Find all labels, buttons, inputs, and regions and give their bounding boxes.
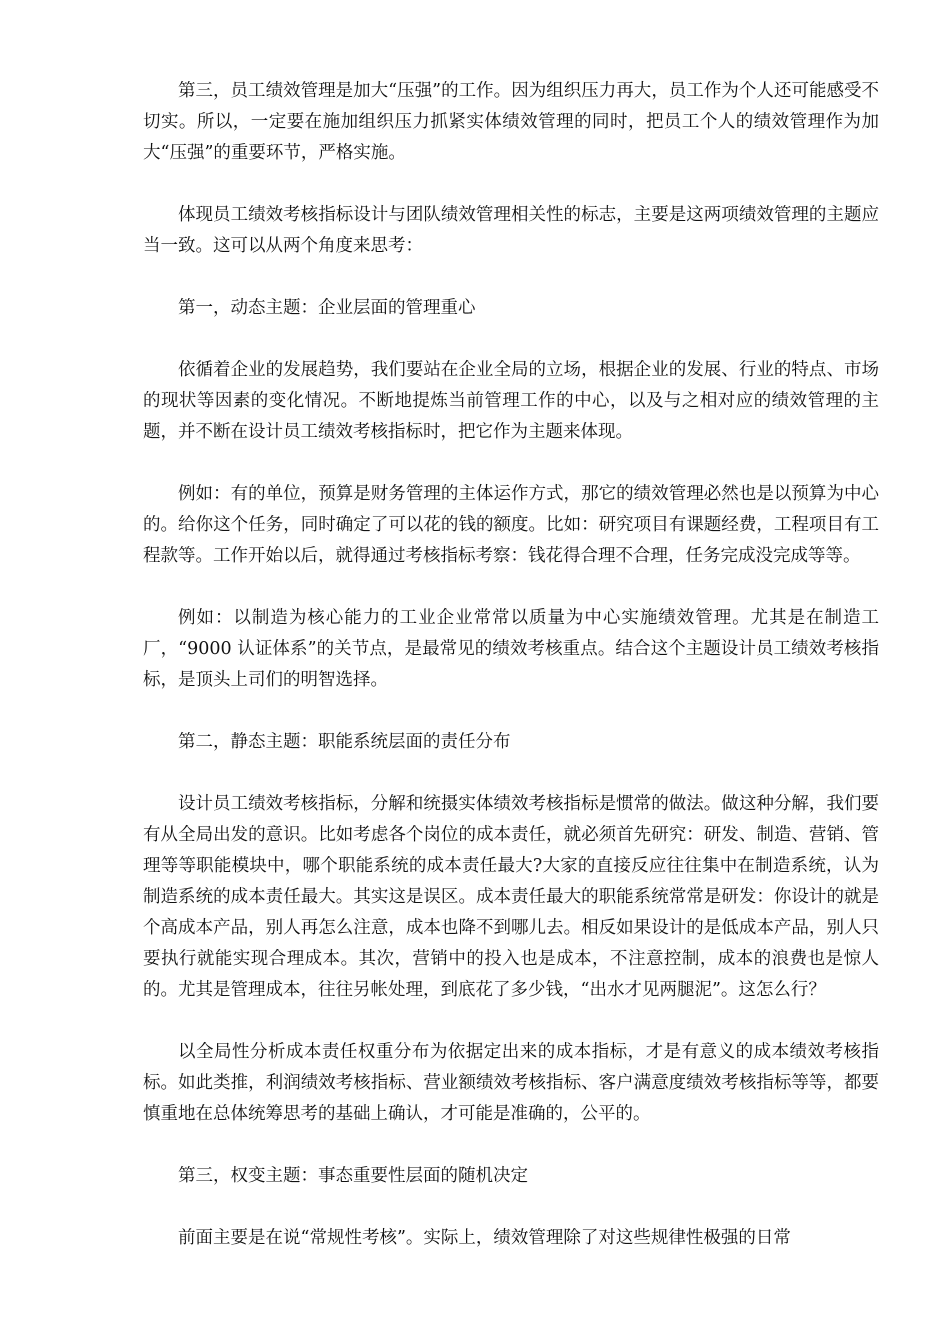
heading-dynamic-theme: 第一，动态主题：企业层面的管理重心 [178, 298, 476, 318]
paragraph-example-budget: 例如：有的单位，预算是财务管理的主体运作方式，那它的绩效管理必然也是以预算为中心的。给你这个任务，同时确定了可以花的钱的额度。比如：研究项目有课题经费，工程项目有工程款等。工作开始以后，就得通过考核指标考察：钱花得合理不合理，任务完成没完成等等。 [143, 484, 879, 566]
heading-static-theme: 第二，静态主题：职能系统层面的责任分布 [178, 732, 511, 752]
paragraph-cost-indicators: 以全局性分析成本责任权重分布为依据定出来的成本指标，才是有意义的成本绩效考核指标。如此类推，利润绩效考核指标、营业额绩效考核指标、客户满意度绩效考核指标等等，都要慎重地在总体统筹思考的基础上确认，才可能是准确的，公平的。 [143, 1042, 879, 1124]
heading-contingent-theme: 第三，权变主题：事态重要性层面的随机决定 [178, 1166, 528, 1186]
paragraph-enterprise-trend: 依循着企业的发展趋势，我们要站在企业全局的立场，根据企业的发展、行业的特点、市场的现状等因素的变化情况。不断地提炼当前管理工作的中心，以及与之相对应的绩效管理的主题，并不断在设计员工绩效考核指标时，把它作为主题来体现。 [143, 360, 879, 442]
paragraph-cost-responsibility: 设计员工绩效考核指标，分解和统摄实体绩效考核指标是惯常的做法。做这种分解，我们要有从全局出发的意识。比如考虑各个岗位的成本责任，就必须首先研究：研发、制造、营销、管理等等职能模块中，哪个职能系统的成本责任最大?大家的直接反应往往集中在制造系统，认为制造系统的成本责任最大。其实这是误区。成本责任最大的职能系统常常是研发：你设计的就是个高成本产品，别人再怎么注意，成本也降不到哪儿去。相反如果设计的是低成本产品，别人只要执行就能实现合理成本。其次，营销中的投入也是成本，不注意控制，成本的浪费也是惊人的。尤其是管理成本，往往另帐处理，到底花了多少钱，“出水才见两腿泥”。这怎么行？ [143, 794, 879, 1000]
paragraph-correlation-intro: 体现员工绩效考核指标设计与团队绩效管理相关性的标志，主要是这两项绩效管理的主题应当一致。这可以从两个角度来思考： [143, 205, 879, 256]
paragraph-regular-assessment: 前面主要是在说“常规性考核”。实际上，绩效管理除了对这些规律性极强的日常 [178, 1228, 791, 1248]
paragraph-third-pressure: 第三，员工绩效管理是加大“压强”的工作。因为组织压力再大，员工作为个人还可能感受不切实。所以，一定要在施加组织压力抓紧实体绩效管理的同时，把员工个人的绩效管理作为加大“压强”的重要环节，严格实施。 [143, 81, 879, 163]
document-body [143, 76, 879, 1285]
paragraph-example-quality: 例如：以制造为核心能力的工业企业常常以质量为中心实施绩效管理。尤其是在制造工厂，“9000 认证体系”的关节点，是最常见的绩效考核重点。结合这个主题设计员工绩效考核指标，是顶头上司们的明智选择。 [143, 608, 879, 690]
